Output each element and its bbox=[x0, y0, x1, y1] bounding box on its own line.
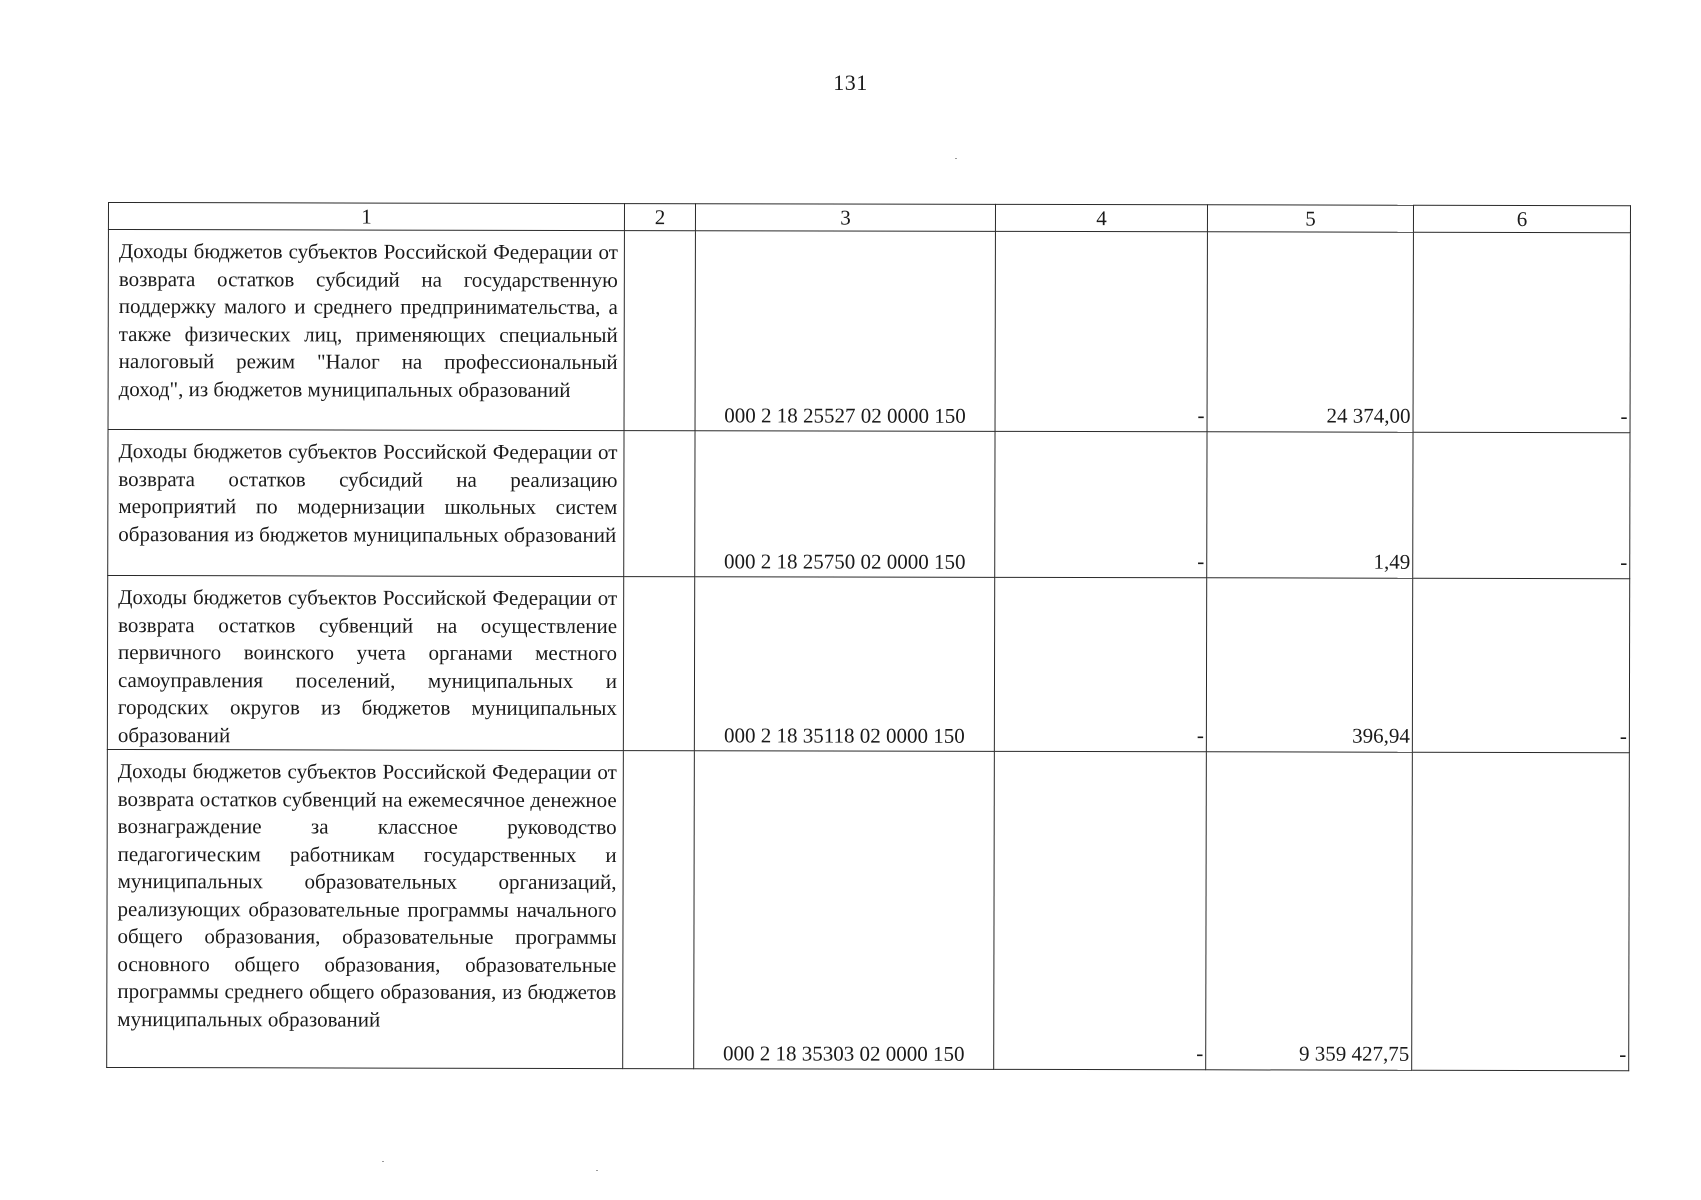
col4-value: - bbox=[994, 751, 1207, 1069]
revenue-description: Доходы бюджетов субъектов Российской Федерации от возврата остатков субвенций на осуществление первичного воинского учета органами местного самоуправления поселений, муниципальных и городских округов из бюджетов муниципальных образований bbox=[107, 576, 623, 751]
col5-amount: 1,49 bbox=[1207, 432, 1413, 578]
column-header: 2 bbox=[624, 204, 695, 231]
budget-revenue-table bbox=[106, 202, 1631, 1071]
column-header: 5 bbox=[1207, 205, 1413, 232]
scan-speck bbox=[382, 1161, 384, 1162]
col5-amount: 24 374,00 bbox=[1207, 232, 1413, 432]
col2-cell bbox=[623, 751, 695, 1069]
revenue-description: Доходы бюджетов субъектов Российской Федерации от возврата остатков субсидий на государственную поддержку малого и среднего предпринимательства, а также физических лиц, применяющих специальный налоговый режим "Налог на профессиональный доход", из бюджетов муниципальных образований bbox=[108, 230, 624, 431]
col6-value: - bbox=[1413, 432, 1630, 578]
table-row bbox=[108, 430, 1630, 579]
col5-amount: 9 359 427,75 bbox=[1206, 752, 1413, 1070]
col6-value: - bbox=[1413, 232, 1630, 432]
col5-amount: 396,94 bbox=[1206, 578, 1412, 752]
column-header: 1 bbox=[108, 203, 624, 231]
budget-classification-code: 000 2 18 25750 02 0000 150 bbox=[695, 431, 995, 578]
revenue-description: Доходы бюджетов субъектов Российской Федерации от возврата остатков субсидий на реализацию мероприятий по модернизации школьных систем образования из бюджетов муниципальных образований bbox=[108, 430, 624, 577]
table-row bbox=[107, 749, 1630, 1070]
budget-classification-code: 000 2 18 35303 02 0000 150 bbox=[694, 751, 995, 1070]
column-header: 6 bbox=[1413, 205, 1630, 232]
table-row bbox=[107, 576, 1629, 753]
col4-value: - bbox=[995, 431, 1207, 577]
col2-cell bbox=[624, 431, 695, 577]
column-header: 4 bbox=[995, 204, 1207, 231]
column-header: 3 bbox=[695, 204, 995, 232]
revenue-description: Доходы бюджетов субъектов Российской Федерации от возврата остатков субвенций на ежемесячное денежное вознаграждение за классное руководство педагогическим работникам государственных и муниципальных образовательных организаций, реализующих образовательные программы начального общего образования, образовательные программы основного общего образования, образовательные программы среднего общего образования, из бюджетов муниципальных образований bbox=[107, 749, 624, 1068]
col4-value: - bbox=[994, 577, 1206, 751]
budget-classification-code: 000 2 18 35118 02 0000 150 bbox=[694, 577, 994, 752]
budget-classification-code: 000 2 18 25527 02 0000 150 bbox=[695, 231, 995, 432]
col6-value: - bbox=[1412, 752, 1630, 1070]
col2-cell bbox=[624, 231, 695, 431]
page-number: 131 bbox=[833, 70, 868, 95]
col4-value: - bbox=[995, 231, 1207, 431]
scan-speck bbox=[596, 1170, 598, 1171]
scan-speck bbox=[955, 158, 957, 159]
table-row bbox=[108, 230, 1630, 433]
col2-cell bbox=[623, 577, 694, 751]
col6-value: - bbox=[1412, 578, 1629, 752]
table-header-row bbox=[108, 203, 1630, 233]
